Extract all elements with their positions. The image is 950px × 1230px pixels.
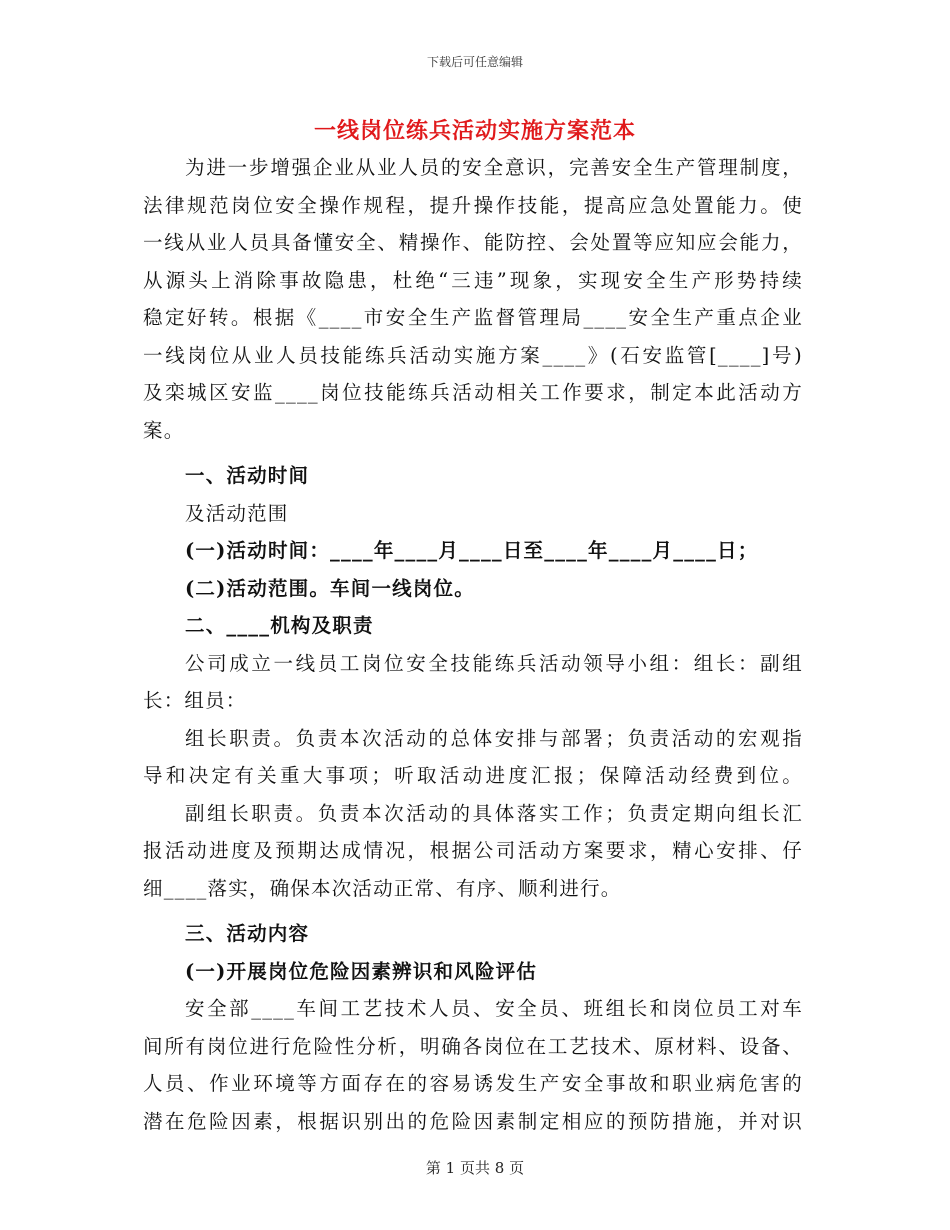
- intro-line: 稳定好转。根据《____市安全生产监督管理局____安全生产重点企业: [143, 306, 803, 329]
- page-header-note: 下载后可任意编辑: [426, 55, 523, 69]
- section-1-subline: 及活动范围: [185, 501, 289, 525]
- activity-time-item: (一)活动时间：____年____月____日至____年____月____日；: [185, 539, 759, 562]
- activity-scope-item: (二)活动范围。车间一线岗位。: [185, 576, 475, 600]
- section-2-line: 导和决定有关重大事项；听取活动进度汇报；保障活动经费到位。: [143, 764, 803, 787]
- section-2-line: 长：组员：: [143, 689, 247, 712]
- page-footer: 第 1 页共 8 页: [425, 1159, 525, 1177]
- document-title: 一线岗位练兵活动实施方案范本: [313, 118, 636, 144]
- intro-line: 一线岗位从业人员技能练兵活动实施方案____》(石安监管[____]号): [143, 343, 803, 367]
- intro-line: 案。: [143, 418, 185, 442]
- intro-line: 法律规范岗位安全操作规程，提升操作技能，提高应急处置能力。使: [143, 193, 803, 217]
- section-3-line: 人员、作业环境等方面存在的容易诱发生产安全事故和职业病危害的: [143, 1072, 803, 1095]
- section-1: [143, 457, 803, 607]
- document-body: [143, 149, 803, 1140]
- section-3-line: 间所有岗位进行危险性分析，明确各岗位在工艺技术、原材料、设备、: [143, 1034, 803, 1058]
- section-3-line: 安全部____车间工艺技术人员、安全员、班组长和岗位员工对车: [185, 997, 803, 1020]
- section-2-heading: 二、____机构及职责: [185, 614, 374, 637]
- spacer: [143, 449, 803, 457]
- section-2: [143, 607, 803, 907]
- section-2-line: 组长职责。负责本次活动的总体安排与部署；负责活动的宏观指: [185, 726, 803, 750]
- intro-line: 一线从业人员具备懂安全、精操作、能防控、会处置等应知应会能力，: [143, 231, 803, 254]
- section-2-line: 细____落实，确保本次活动正常、有序、顺利进行。: [143, 876, 622, 900]
- section-2-line: 报活动进度及预期达成情况，根据公司活动方案要求，精心安排、仔: [143, 839, 803, 862]
- intro-line: 从源头上消除事故隐患，杜绝“三违”现象，实现安全生产形势持续: [143, 268, 803, 292]
- intro-line: 及栾城区安监____岗位技能练兵活动相关工作要求，制定本此活动方: [143, 381, 803, 404]
- section-3-heading: 三、活动内容: [185, 922, 310, 945]
- section-3-subheading: (一)开展岗位危险因素辨识和风险评估: [185, 959, 538, 983]
- section-2-line: 副组长职责。负责本次活动的具体落实工作；负责定期向组长汇: [185, 801, 803, 825]
- section-1-heading: 一、活动时间: [185, 464, 310, 487]
- section-3-line: 潜在危险因素，根据识别出的危险因素制定相应的预防措施，并对识: [143, 1109, 803, 1133]
- section-2-line: 公司成立一线员工岗位安全技能练兵活动领导小组：组长：副组: [185, 651, 803, 675]
- intro-line: 为进一步增强企业从业人员的安全意识，完善安全生产管理制度，: [185, 156, 803, 179]
- spacer: [143, 907, 803, 915]
- intro-paragraph: [143, 149, 803, 449]
- section-3: [143, 915, 803, 1140]
